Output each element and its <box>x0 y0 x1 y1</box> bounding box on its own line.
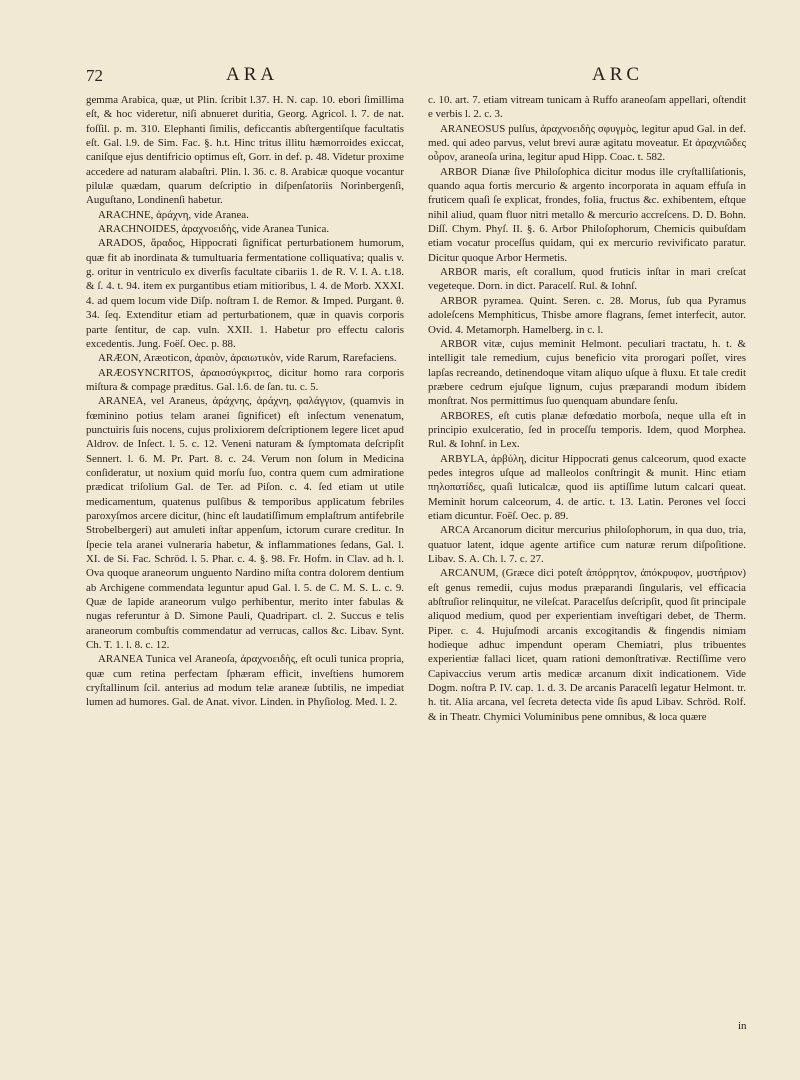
entry-arbor-vitae: ARBOR vitæ, cujus meminit Helmont. peculiari tractatu, h. t. & intelligit tale remedium, cujus beneficio vita prorogari poſſet, vires lapſas recreando, detinendoque vitam aliquo uſque à fluxu. Et tale credit præbere cedrum ejuſque lignum, cujus præparandi modum ibidem monſtrat. Nos permittimus ſuo quenquam abundare ſenſu. <box>428 337 746 408</box>
entry-arados: ARADOS, ἄραδος, Hippocrati ſignificat perturbationem humorum, quæ fit ab inordinata & tumultuaria fermentatione colliquativa; qualis v. g. oritur in ventriculo ex diverſis facultate cibariis 1. de R. V. I. A. t.18. & ſ. 4. t. 94. item ex purgantibus etiam mitioribus, l. 4. de Morb. XXXI. 4. ad quem locum vide Diſp. noſtram I. de Remor. & Imped. Purgant. θ. 34. ſeq. Extenditur etiam ad perturbationem, quæ in quavis corporis parte ſentitur, de cap. vuln. XXII. 1. Habetur pro effectu caloris excedentis. Jung. Foëſ. Oec. p. 88. <box>86 237 404 350</box>
entry-araeon: ARÆON, Aræoticon, ἀραιὸν, ἀραιωτικὸν, vide Rarum, Rarefaciens. <box>98 352 397 365</box>
right-column <box>428 93 746 724</box>
entry-continuation: c. 10. art. 7. etiam vitream tunicam à Ruffo araneoſam appellari, oſtendit e verbis l. 2. c. 3. <box>428 94 746 121</box>
entry-araneosus: ARANEOSUS pulſus, ἀραχνοειδὴς σφυγμὸς, legitur apud Gal. in def. med. qui adeo parvus, velut brevi auræ agitatu moveatur. Et ἀραχνιῶδες οὖρον, araneoſa urina, legitur apud Hipp. Coac. t. 582. <box>428 122 746 164</box>
page-header <box>86 64 740 90</box>
entry-arbor-maris: ARBOR maris, eſt corallum, quod fruticis inſtar in mari creſcat vegeteque. Dorn. in dict. Paracelſ. Rul. & Iohnſ. <box>428 266 746 293</box>
catchword: in <box>738 1020 747 1032</box>
page-number: 72 <box>86 66 103 85</box>
running-head-right: ARC <box>592 64 644 85</box>
entry-arachnoides: ARACHNOIDES, ἀραχνοειδὴς, vide Aranea Tunica. <box>98 223 330 236</box>
entry-continuation: gemma Arabica, quæ, ut Plin. ſcribit l.37. H. N. cap. 10. ebori ſimillima eſt, & hoc videretur, niſi abnueret duritia, Georg. Agricol. l. 7. de nat. foſſil. p. m. 310. Elephanti ſimilis, deficcantis abſtergentiſque facultatis eſt. Gal. l.9. de Sim. Fac. §. h.t. Hinc tritus illitu hæmorroides exiccat, caniſque ejus dentifricio optimus eſt, Gorr. in def. p. 48. Videtur proxime accedere ad naturam alabaſtri. Plin. l. 36. c. 8. Arabicæ quoque vocantur pilulæ quædam, quarum deſcriptio in diſpenſatoriis Norinbergenſi, Auguſtano, Londinenſi habetur. <box>86 94 404 207</box>
entry-arbor-pyramea: ARBOR pyramea. Quint. Seren. c. 28. Morus, ſub qua Pyramus adoleſcens Memphiticus, Thisbe amore flagrans, ſemet interfecit, autor. Ovid. 4. Metamorph. Hamelberg. in c. l. <box>428 294 746 336</box>
entry-arcanum: ARCANUM, (Græce dici poteſt ἀπόρρητον, ἀπόκρυφον, μυστήριον) eſt genus remedii, cujus modus præparandi ſingularis, vel efficacia abſtruſior relinquitur, ne vileſcat. Paracelſus deſcripſit, quod ſit principale aliquod medium, quod per experientiam inveſtigari debet, de Therm. Piper. c. 4. Hujuſmodi arcanis excogitandis & fingendis nimiam hodieque adhuc impendunt operam Chemiatri, plus tribuentes experientiæ fallaci licet, quam rationi demonſtrativæ. Rectiſſime vero Capivaccius verum artis medicæ arcanum dixit indicationem. Vide Dogm. noſtra P. IV. cap. 1. d. 3. De arcanis Paracelſi legatur Helmont. tr. h. tit. Alia arcana, vel ſecreta detecta vide ſis apud Libav. Schröd. Rolf. & in Theatr. Chymici Voluminibus pene omnibus, & loca quære <box>428 567 746 723</box>
entry-arca: ARCA Arcanorum dicitur mercurius philoſophorum, in qua duo, tria, quatuor latent, idque agente artifice cum naturæ rerum diſpoſitione. Libav. S. A. Ch. l. 7. c. 27. <box>428 524 746 565</box>
entry-arbores: ARBORES, eſt cutis planæ defœdatio morboſa, neque ulla eſt in principio exulceratio, ſed in proceſſu temporis. Idem, quod Morphea. Rul. & Iohnſ. in Lex. <box>428 409 746 451</box>
entry-araeosyncritos: ARÆOSYNCRITOS, ἀραιοσύγκριτος, dicitur homo rara corporis miſtura & compage præditus. Gal. l.6. de ſan. tu. c. 5. <box>86 366 404 393</box>
entry-arbor-dianae: ARBOR Dianæ ſive Philoſophica dicitur modus ille cryſtalliſationis, quando aqua fortis mercurio & argento incorporata in aquam effuſa in fruticem quaſi ſe explicat, frondes, folia, fructus &c. exhibentem, eſtque nihil aliud, quam fluor nitri metallo & mercurio accreſcens. D. D. Bohn. Diſſ. Chym. Phyſ. II. §. 6. Arbor Philoſophorum, Chemicis quibuſdam etiam vocatur proceſſus quidam, qui ex mercurio revivificato paratur. Dicitur quoque Arbor Hermetis. <box>428 165 746 264</box>
running-head-left: ARA <box>226 64 279 85</box>
entry-arbyla: ARBYLA, ἀρβύλη, dicitur Hippocrati genus calceorum, quod exacte pedes integros uſque ad malleolos conſtringit & munit. Hinc etiam πηλοπατίδες, quaſi luticalcæ, quod iis aptiſſime lutum calcari queat. Meminit horum calceorum, 4. de artic. t. 13. Latin. Perones vel ſocci etiam dicuntur. Foëſ. Oec. p. 89. <box>428 452 746 522</box>
entry-arachne: ARACHNE, ἀράχνη, vide Aranea. <box>98 208 249 221</box>
left-column <box>86 93 404 710</box>
entry-aranea-tunica: ARANEA Tunica vel Araneoſa, ἀραχνοειδὴς, eſt oculi tunica propria, quæ cum retina perfectam ſphæram efficit, inveſtiens humorem cryſtallinum ſcil. anterius ad modum telæ araneæ ſubtilis, ne impediat lumen ad humores. Gal. de Anat. vivor. Linden. in Phyſiolog. Med. l. 2. <box>86 653 404 709</box>
entry-aranea: ARANEA, vel Araneus, ἀράχνης, ἀράχνη, φαλάγγιον, (quamvis in fœminino potius telam aranei ſignificet) eſt inſectum venenatum, punctuiris ſuis nocens, cujus prolixiorem deſcriptionem legere licet apud Aldrov. de Inſect. l. 5. c. 12. Veneni naturam & ſymptomata deſcripſit Sennert. l. 6. M. Pr. Part. 8. c. 24. Verum non ſolum in Medicina conſideratur, ut noxium quid morſu ſuo, contra quem cum admiratione prædicat triſolium Gal. de Ter. ad Piſon. c. 4. ſed etiam ut utile medicamentum, quatenus pulſibus & temporibus applicatum febriles paroxyſmos arcere dicitur, (hinc eſt laudatiſſimum emplaſtrum antifebrile Strobelbergeri) aut amuleti inſtar appenſum, ictorum curare creditur. In ſpecie tela aranei vulneraria habetur, & inflammationes ſedans, Gal. l. XI. de Si. Fac. Schröd. l. 5. Phar. c. 4. §. 98. Fr. Hofm. in Clav. ad h. l. Ova quoque araneorum unguento Nardino miſta contra dolorem dentium ab Archigene commendata leguntur apud Gal. l. 5. de C. M. S. L. c. 9. Quæ de lapide araneorum vulgo perhibentur, merito inter fabulas & nugas referuntur à D. Simone Pauli, Quadripart. cl. 2. Succus e telis araneorum combuſtis commendatur ad verrucas, callos &c. Libav. Synt. Ch. T. 1. l. 8. c. 12. <box>86 395 404 652</box>
